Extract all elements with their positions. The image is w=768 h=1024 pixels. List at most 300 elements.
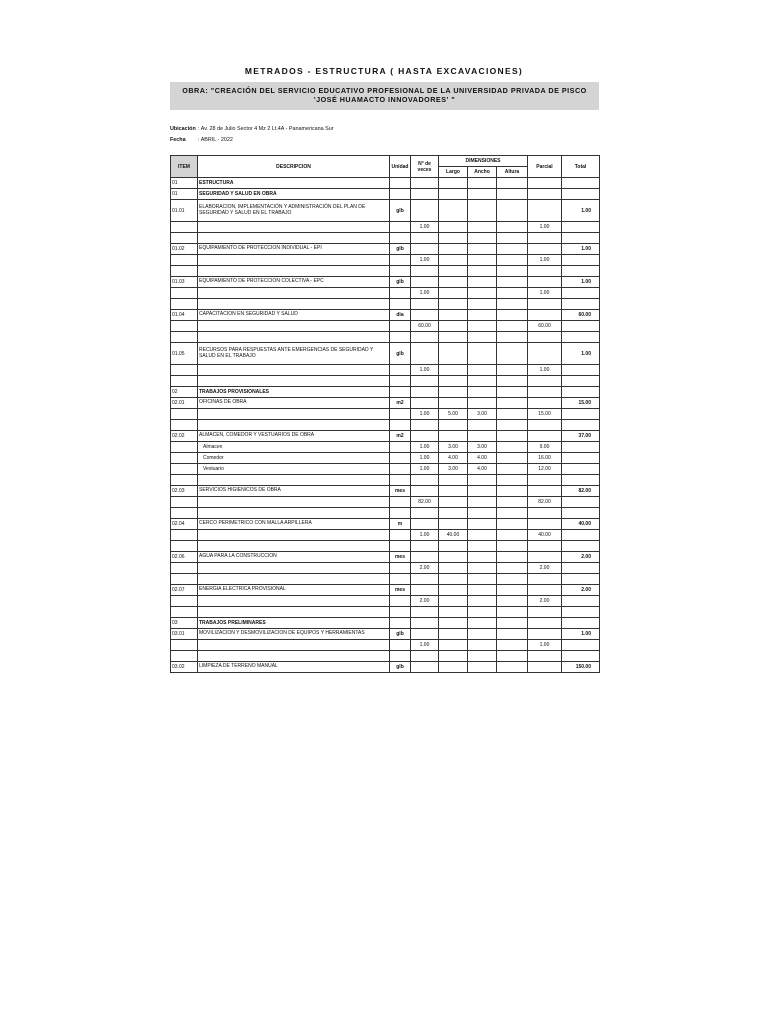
cell-item: 01.04 bbox=[171, 310, 198, 321]
cell-largo bbox=[439, 365, 468, 376]
cell-desc: EQUIPAMIENTO DE PROTECCION INDIVIDUAL - EPI bbox=[198, 244, 390, 255]
cell-total: 2.00 bbox=[562, 552, 600, 563]
cell-ancho: 3.00 bbox=[468, 442, 497, 453]
cell-altura bbox=[497, 189, 528, 200]
cell-largo bbox=[439, 618, 468, 629]
cell-veces bbox=[411, 299, 439, 310]
cell-parcial: 1.00 bbox=[528, 255, 562, 266]
cell-altura bbox=[497, 420, 528, 431]
cell-desc: EQUIPAMIENTO DE PROTECCION COLECTIVA - EPC bbox=[198, 277, 390, 288]
cell-desc bbox=[198, 332, 390, 343]
cell-ancho bbox=[468, 244, 497, 255]
cell-veces bbox=[411, 629, 439, 640]
cell-largo bbox=[439, 431, 468, 442]
cell-largo bbox=[439, 255, 468, 266]
cell-total bbox=[562, 255, 600, 266]
cell-parcial bbox=[528, 387, 562, 398]
cell-unit bbox=[390, 266, 411, 277]
cell-veces: 82.00 bbox=[411, 497, 439, 508]
cell-altura bbox=[497, 387, 528, 398]
cell-ancho bbox=[468, 332, 497, 343]
cell-parcial: 2.00 bbox=[528, 563, 562, 574]
cell-total: 15.00 bbox=[562, 398, 600, 409]
detail-row bbox=[171, 530, 600, 541]
cell-altura bbox=[497, 222, 528, 233]
cell-total: 1.00 bbox=[562, 343, 600, 365]
cell-altura bbox=[497, 431, 528, 442]
cell-total: 37.00 bbox=[562, 431, 600, 442]
detail-row bbox=[171, 442, 600, 453]
cell-parcial bbox=[528, 332, 562, 343]
cell-largo bbox=[439, 651, 468, 662]
detail-row bbox=[171, 365, 600, 376]
cell-veces bbox=[411, 486, 439, 497]
item-row bbox=[171, 585, 600, 596]
cell-parcial: 12.00 bbox=[528, 464, 562, 475]
header-descripcion: DESCRIPCION bbox=[198, 156, 390, 178]
detail-row bbox=[171, 288, 600, 299]
cell-total: 82.00 bbox=[562, 486, 600, 497]
cell-parcial bbox=[528, 299, 562, 310]
cell-desc: SERVICIOS HIGIENICOS DE OBRA bbox=[198, 486, 390, 497]
fecha-label: Fecha bbox=[170, 137, 186, 143]
cell-item: 02.07 bbox=[171, 585, 198, 596]
cell-veces bbox=[411, 552, 439, 563]
cell-item bbox=[171, 640, 198, 651]
cell-largo bbox=[439, 288, 468, 299]
cell-item bbox=[171, 222, 198, 233]
detail-row bbox=[171, 464, 600, 475]
cell-largo bbox=[439, 332, 468, 343]
cell-largo bbox=[439, 497, 468, 508]
cell-desc bbox=[198, 475, 390, 486]
table-body bbox=[171, 178, 600, 673]
cell-unit bbox=[390, 365, 411, 376]
cell-largo: 4.00 bbox=[439, 453, 468, 464]
cell-veces bbox=[411, 189, 439, 200]
cell-veces bbox=[411, 607, 439, 618]
cell-altura bbox=[497, 519, 528, 530]
cell-veces bbox=[411, 200, 439, 222]
cell-veces: 1.00 bbox=[411, 464, 439, 475]
detail-row bbox=[171, 497, 600, 508]
cell-total: 1.00 bbox=[562, 629, 600, 640]
cell-desc bbox=[198, 288, 390, 299]
cell-ancho bbox=[468, 552, 497, 563]
item-row bbox=[171, 244, 600, 255]
blank-row bbox=[171, 376, 600, 387]
cell-parcial: 9.00 bbox=[528, 442, 562, 453]
cell-desc: Almacen bbox=[198, 442, 390, 453]
cell-parcial: 2.00 bbox=[528, 596, 562, 607]
cell-parcial bbox=[528, 420, 562, 431]
cell-parcial bbox=[528, 376, 562, 387]
cell-ancho bbox=[468, 189, 497, 200]
cell-item: 02.04 bbox=[171, 519, 198, 530]
cell-altura bbox=[497, 640, 528, 651]
cell-largo bbox=[439, 541, 468, 552]
cell-ancho bbox=[468, 200, 497, 222]
cell-unit bbox=[390, 189, 411, 200]
cell-unit: mes bbox=[390, 585, 411, 596]
cell-ancho bbox=[468, 530, 497, 541]
cell-total bbox=[562, 563, 600, 574]
cell-ancho bbox=[468, 640, 497, 651]
cell-parcial: 1.00 bbox=[528, 365, 562, 376]
cell-desc bbox=[198, 420, 390, 431]
cell-desc bbox=[198, 321, 390, 332]
cell-desc bbox=[198, 299, 390, 310]
cell-item bbox=[171, 365, 198, 376]
cell-parcial bbox=[528, 585, 562, 596]
cell-desc bbox=[198, 266, 390, 277]
cell-item bbox=[171, 541, 198, 552]
cell-parcial bbox=[528, 233, 562, 244]
fecha-line bbox=[170, 137, 233, 143]
cell-largo bbox=[439, 387, 468, 398]
detail-row bbox=[171, 222, 600, 233]
cell-parcial bbox=[528, 266, 562, 277]
cell-total bbox=[562, 497, 600, 508]
cell-total: 1.00 bbox=[562, 200, 600, 222]
blank-row bbox=[171, 299, 600, 310]
cell-desc: MOVILIZACION Y DESMOVILIZACION DE EQUIPOS Y HERRAMIENTAS bbox=[198, 629, 390, 640]
cell-desc: CERCO PERIMETRICO CON MALLA ARPILLERA bbox=[198, 519, 390, 530]
detail-row bbox=[171, 596, 600, 607]
cell-item: 02.03 bbox=[171, 486, 198, 497]
cell-ancho bbox=[468, 376, 497, 387]
cell-unit bbox=[390, 497, 411, 508]
cell-veces bbox=[411, 618, 439, 629]
cell-desc: ESTRUCTURA bbox=[198, 178, 390, 189]
cell-veces bbox=[411, 244, 439, 255]
cell-unit bbox=[390, 453, 411, 464]
cell-altura bbox=[497, 453, 528, 464]
cell-ancho bbox=[468, 497, 497, 508]
header-largo: Largo bbox=[439, 167, 468, 178]
section-row bbox=[171, 189, 600, 200]
cell-veces bbox=[411, 387, 439, 398]
cell-largo bbox=[439, 563, 468, 574]
cell-largo bbox=[439, 508, 468, 519]
cell-total bbox=[562, 288, 600, 299]
cell-desc: Comedor bbox=[198, 453, 390, 464]
cell-desc: CAPACITACION EN SEGURIDAD Y SALUD bbox=[198, 310, 390, 321]
cell-total bbox=[562, 596, 600, 607]
detail-row bbox=[171, 409, 600, 420]
cell-veces: 1.00 bbox=[411, 365, 439, 376]
blank-row bbox=[171, 420, 600, 431]
cell-veces bbox=[411, 332, 439, 343]
header-dimensiones: DIMENSIONES bbox=[439, 156, 528, 167]
cell-total: 150.00 bbox=[562, 662, 600, 673]
cell-largo bbox=[439, 310, 468, 321]
cell-veces: 1.00 bbox=[411, 409, 439, 420]
cell-largo: 3.00 bbox=[439, 464, 468, 475]
cell-veces bbox=[411, 420, 439, 431]
cell-parcial bbox=[528, 398, 562, 409]
cell-total bbox=[562, 222, 600, 233]
cell-largo bbox=[439, 596, 468, 607]
cell-item: 01.05 bbox=[171, 343, 198, 365]
cell-parcial bbox=[528, 508, 562, 519]
cell-veces bbox=[411, 233, 439, 244]
cell-parcial: 1.00 bbox=[528, 640, 562, 651]
cell-unit bbox=[390, 255, 411, 266]
cell-altura bbox=[497, 343, 528, 365]
blank-row bbox=[171, 541, 600, 552]
cell-unit bbox=[390, 299, 411, 310]
cell-largo bbox=[439, 519, 468, 530]
cell-desc: OFICINAS DE OBRA bbox=[198, 398, 390, 409]
cell-altura bbox=[497, 332, 528, 343]
cell-altura bbox=[497, 277, 528, 288]
cell-veces: 2.00 bbox=[411, 596, 439, 607]
cell-total bbox=[562, 266, 600, 277]
cell-total bbox=[562, 409, 600, 420]
cell-altura bbox=[497, 442, 528, 453]
cell-desc bbox=[198, 640, 390, 651]
header-nveces: N° de veces bbox=[411, 156, 439, 178]
cell-item bbox=[171, 453, 198, 464]
cell-altura bbox=[497, 398, 528, 409]
cell-unit: glb bbox=[390, 662, 411, 673]
cell-ancho bbox=[468, 475, 497, 486]
cell-desc bbox=[198, 365, 390, 376]
cell-total bbox=[562, 618, 600, 629]
cell-item bbox=[171, 464, 198, 475]
detail-row bbox=[171, 563, 600, 574]
cell-largo bbox=[439, 266, 468, 277]
cell-veces bbox=[411, 475, 439, 486]
cell-ancho bbox=[468, 618, 497, 629]
cell-item bbox=[171, 299, 198, 310]
cell-parcial bbox=[528, 574, 562, 585]
cell-veces: 1.00 bbox=[411, 530, 439, 541]
cell-largo bbox=[439, 420, 468, 431]
cell-item bbox=[171, 475, 198, 486]
cell-unit bbox=[390, 387, 411, 398]
item-row bbox=[171, 310, 600, 321]
cell-item bbox=[171, 651, 198, 662]
cell-total bbox=[562, 332, 600, 343]
cell-ancho bbox=[468, 596, 497, 607]
cell-veces: 60.00 bbox=[411, 321, 439, 332]
cell-altura bbox=[497, 255, 528, 266]
cell-desc bbox=[198, 255, 390, 266]
header-unidad: Unidad bbox=[390, 156, 411, 178]
cell-veces: 2.00 bbox=[411, 563, 439, 574]
cell-item bbox=[171, 321, 198, 332]
cell-desc bbox=[198, 376, 390, 387]
item-row bbox=[171, 486, 600, 497]
cell-altura bbox=[497, 596, 528, 607]
header-total: Total bbox=[562, 156, 600, 178]
cell-unit bbox=[390, 563, 411, 574]
cell-largo: 5.00 bbox=[439, 409, 468, 420]
cell-unit: m bbox=[390, 519, 411, 530]
cell-veces bbox=[411, 519, 439, 530]
cell-ancho bbox=[468, 651, 497, 662]
cell-largo bbox=[439, 200, 468, 222]
cell-altura bbox=[497, 475, 528, 486]
item-row bbox=[171, 519, 600, 530]
cell-ancho bbox=[468, 255, 497, 266]
cell-altura bbox=[497, 288, 528, 299]
cell-desc: TRABAJOS PROVISIONALES bbox=[198, 387, 390, 398]
cell-veces: 1.00 bbox=[411, 288, 439, 299]
cell-desc bbox=[198, 222, 390, 233]
cell-ancho bbox=[468, 288, 497, 299]
cell-ancho bbox=[468, 585, 497, 596]
cell-parcial bbox=[528, 486, 562, 497]
cell-unit: glb bbox=[390, 244, 411, 255]
cell-item: 02.01 bbox=[171, 398, 198, 409]
cell-unit bbox=[390, 508, 411, 519]
cell-largo bbox=[439, 189, 468, 200]
cell-altura bbox=[497, 321, 528, 332]
item-row bbox=[171, 662, 600, 673]
blank-row bbox=[171, 332, 600, 343]
cell-unit bbox=[390, 233, 411, 244]
blank-row bbox=[171, 475, 600, 486]
cell-unit bbox=[390, 541, 411, 552]
obra-banner: OBRA: "CREACIÓN DEL SERVICIO EDUCATIVO PROFESIONAL DE LA UNIVERSIDAD PRIVADA DE PISCO 'JOSÉ HUAMACTO INNOVADORES' " bbox=[170, 82, 599, 110]
cell-total bbox=[562, 387, 600, 398]
cell-ancho bbox=[468, 662, 497, 673]
cell-veces: 1.00 bbox=[411, 453, 439, 464]
cell-desc: TRABAJOS PRELIMINARES bbox=[198, 618, 390, 629]
section-row bbox=[171, 387, 600, 398]
cell-altura bbox=[497, 464, 528, 475]
cell-ancho bbox=[468, 420, 497, 431]
cell-largo bbox=[439, 299, 468, 310]
cell-ancho: 4.00 bbox=[468, 464, 497, 475]
cell-altura bbox=[497, 607, 528, 618]
cell-ancho bbox=[468, 178, 497, 189]
detail-row bbox=[171, 255, 600, 266]
cell-veces bbox=[411, 651, 439, 662]
cell-veces bbox=[411, 310, 439, 321]
cell-altura bbox=[497, 497, 528, 508]
cell-item bbox=[171, 409, 198, 420]
cell-largo bbox=[439, 398, 468, 409]
cell-altura bbox=[497, 486, 528, 497]
cell-item bbox=[171, 497, 198, 508]
cell-item bbox=[171, 530, 198, 541]
cell-altura bbox=[497, 651, 528, 662]
blank-row bbox=[171, 607, 600, 618]
cell-parcial: 1.00 bbox=[528, 222, 562, 233]
cell-ancho bbox=[468, 563, 497, 574]
cell-desc bbox=[198, 409, 390, 420]
cell-veces: 1.00 bbox=[411, 442, 439, 453]
cell-unit bbox=[390, 640, 411, 651]
cell-total bbox=[562, 442, 600, 453]
cell-veces bbox=[411, 431, 439, 442]
section-row bbox=[171, 178, 600, 189]
ubicacion-label: Ubicación bbox=[170, 126, 196, 132]
cell-largo bbox=[439, 222, 468, 233]
cell-ancho bbox=[468, 222, 497, 233]
item-row bbox=[171, 277, 600, 288]
cell-parcial: 60.00 bbox=[528, 321, 562, 332]
header-altura: Altura bbox=[497, 167, 528, 178]
cell-ancho bbox=[468, 365, 497, 376]
cell-unit: m2 bbox=[390, 398, 411, 409]
cell-desc bbox=[198, 596, 390, 607]
cell-unit bbox=[390, 442, 411, 453]
cell-total bbox=[562, 464, 600, 475]
cell-desc: ENERGIA ELECTRICA PROVISIONAL bbox=[198, 585, 390, 596]
cell-altura bbox=[497, 200, 528, 222]
cell-unit bbox=[390, 420, 411, 431]
cell-total: 2.00 bbox=[562, 585, 600, 596]
cell-parcial bbox=[528, 651, 562, 662]
cell-altura bbox=[497, 409, 528, 420]
document-title: METRADOS - ESTRUCTURA ( HASTA EXCAVACIONES) bbox=[244, 66, 524, 76]
cell-ancho bbox=[468, 343, 497, 365]
cell-item bbox=[171, 596, 198, 607]
cell-altura bbox=[497, 178, 528, 189]
cell-item: 01.01 bbox=[171, 200, 198, 222]
cell-total bbox=[562, 178, 600, 189]
cell-desc: LIMPIEZA DE TERRENO MANUAL bbox=[198, 662, 390, 673]
cell-altura bbox=[497, 662, 528, 673]
cell-unit: glb bbox=[390, 200, 411, 222]
cell-item bbox=[171, 376, 198, 387]
cell-ancho bbox=[468, 607, 497, 618]
cell-item: 03 bbox=[171, 618, 198, 629]
cell-unit bbox=[390, 475, 411, 486]
cell-desc bbox=[198, 497, 390, 508]
cell-total bbox=[562, 607, 600, 618]
cell-desc: RECURSOS PARA RESPUESTAS ANTE EMERGENCIAS DE SEGURIDAD Y SALUD EN EL TRABAJO bbox=[198, 343, 390, 365]
cell-veces bbox=[411, 266, 439, 277]
cell-largo bbox=[439, 585, 468, 596]
cell-altura bbox=[497, 541, 528, 552]
cell-parcial bbox=[528, 343, 562, 365]
cell-largo bbox=[439, 486, 468, 497]
cell-ancho bbox=[468, 387, 497, 398]
cell-desc: AGUA PARA LA CONSTRUCCION bbox=[198, 552, 390, 563]
cell-parcial bbox=[528, 244, 562, 255]
cell-parcial: 15.00 bbox=[528, 409, 562, 420]
cell-item: 02 bbox=[171, 387, 198, 398]
cell-total: 60.00 bbox=[562, 310, 600, 321]
cell-largo: 3.00 bbox=[439, 442, 468, 453]
cell-veces: 1.00 bbox=[411, 255, 439, 266]
metrados-table bbox=[170, 155, 600, 673]
cell-largo bbox=[439, 178, 468, 189]
cell-ancho bbox=[468, 299, 497, 310]
cell-altura bbox=[497, 310, 528, 321]
cell-desc bbox=[198, 233, 390, 244]
cell-parcial: 40.00 bbox=[528, 530, 562, 541]
section-row bbox=[171, 618, 600, 629]
cell-parcial: 16.00 bbox=[528, 453, 562, 464]
detail-row bbox=[171, 321, 600, 332]
cell-item bbox=[171, 563, 198, 574]
cell-altura bbox=[497, 266, 528, 277]
cell-total: 1.00 bbox=[562, 244, 600, 255]
cell-unit bbox=[390, 222, 411, 233]
cell-largo bbox=[439, 277, 468, 288]
cell-unit: glb bbox=[390, 629, 411, 640]
cell-total bbox=[562, 574, 600, 585]
cell-largo bbox=[439, 475, 468, 486]
cell-veces: 1.00 bbox=[411, 640, 439, 651]
